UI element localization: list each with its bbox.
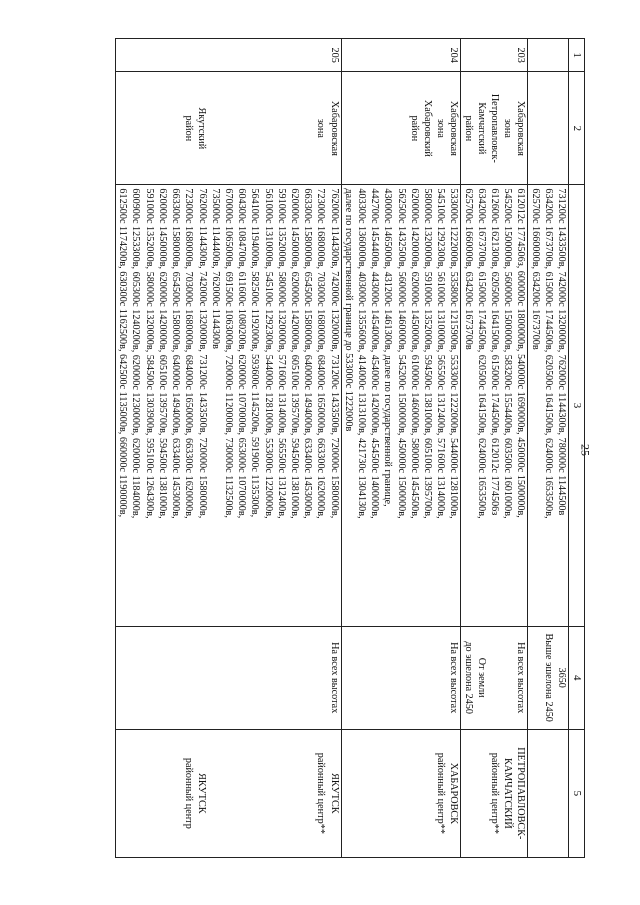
row-number: 204 <box>341 39 461 72</box>
coord-line: 762000с 1144300в, 742000с 1320000в, 731200с 1433500в, 720000с 1580000в, <box>328 188 340 519</box>
zone-cell <box>341 72 461 185</box>
coord-line: 580000с 1320000в, 591000с 1352000в, 594500с 1381000в, 605100с 1395700в, <box>421 188 433 519</box>
header-col-3: 3 <box>569 185 585 626</box>
zone-line: Хабаровская <box>448 100 460 156</box>
coord-line: 403300с 1360000в, 403000с 1355600в, 414000с 1313100в, 421730с 1304130в, <box>355 188 367 519</box>
coords-cell <box>116 185 341 626</box>
table-row-204 <box>341 39 461 858</box>
altitude-line: На всех высотах <box>328 642 340 714</box>
table-row-205 <box>116 39 341 858</box>
coord-line: 600900с 1253300в, 605300с 1240200в, 620000с 1230000в, 620000с 1184000в, <box>130 188 142 519</box>
coord-line: 723000с 1680000в, 703000с 1680000в, 684000с 1650000в, 663300с 1620000в, <box>183 188 195 519</box>
coord-line: 762000с 1144300в, 742000с 1320000в, 731200с 1433500в, 720000с 1580000в, <box>196 188 208 519</box>
altitude-line: На всех высотах <box>515 642 527 714</box>
coord-line: 625700с 1660000в, 634200с 1673700в <box>529 188 541 350</box>
center-cell <box>461 729 528 857</box>
coord-line: далее по государственной границе до 533000с 1222000в <box>342 188 354 432</box>
zone-line: зона <box>435 118 447 138</box>
zone-line: Якутский <box>196 107 208 150</box>
center-line: КАМЧАТСКИЙ <box>502 757 514 829</box>
row-number: 203 <box>461 39 528 72</box>
altitude-note: Выше эшелона 2450 <box>542 633 554 722</box>
altitude-line: до эшелона 2450 <box>462 641 474 715</box>
center-line: ПЕТРОПАВЛОВСК- <box>515 747 527 840</box>
center-line: ЯКУТСК <box>328 773 340 814</box>
header-col-5: 5 <box>569 729 585 857</box>
coord-line: 564100с 1194000в, 582500с 1192000в, 593600с 1145200в, 591900с 1135300в, <box>249 188 261 518</box>
center-cell <box>341 729 461 857</box>
coord-line: 545200с 1500000в, 560000с 1500000в, 583200с 1554400в, 603500с 1601000в, <box>502 188 514 519</box>
coord-line: 663300с 1580000в, 654500с 1580000в, 640000с 1494000в, 633400с 1453000в, <box>170 188 182 519</box>
coord-line: 620000с 1420000в, 620000с 1450000в, 610000с 1460000в, 580000с 1454500в, <box>408 188 420 519</box>
center-line: районный центр** <box>435 752 447 834</box>
zone-line: Петропавловск- <box>488 93 500 163</box>
coord-line: 670000с 1065000в, 691500с 1063000в, 720000с 1120000в, 730000с 1132500в, <box>222 188 234 518</box>
coord-line: 723000с 1680000в, 703000с 1680000в, 684000с 1650000в, 663300с 1620000в, <box>315 188 327 519</box>
coord-line: 612012с 1774506з, 600000с 1800000в, 540000с 1690000в, 450000с 1500000в, <box>515 188 527 518</box>
center-line: районный центр <box>182 757 194 829</box>
center-line: районный центр** <box>315 752 327 834</box>
zone-line: район <box>462 115 474 142</box>
coord-line: 591000с 1352000в, 580000с 1320000в, 571600с 1314000в, 565500с 1312400в, <box>275 188 287 519</box>
center-line: районный центр** <box>488 752 500 834</box>
coord-line: 634200с 1673700в, 615000с 1744500в, 620500с 1641500в, 624000с 1653500в, <box>475 188 487 519</box>
coord-line: 442700с 1454400в, 443000с 1454000в, 454000с 1420000в, 454500с 1400000в, <box>369 188 381 519</box>
altitude-cell <box>341 626 461 729</box>
coord-line: 612600с 1621300в, 620500с 1641500в, 615000с 1744500в, 612012с 1774506з <box>488 188 500 516</box>
zone-line: Хабаровская <box>328 100 340 156</box>
coord-line: 735000с 1144400в, 762000с 1144300в <box>209 188 221 349</box>
zone-line: Хабаровская <box>515 100 527 156</box>
coord-line: 663300с 1580000в, 654500с 1580000в, 640000с 1494000в, 633400с 1453000в, <box>302 188 314 519</box>
altitude-cell <box>528 626 569 729</box>
row-number: 205 <box>116 39 341 72</box>
coord-line: 604300с 1084700в, 611600с 1080200в, 620000с 1070000в, 653000с 1070000в, <box>236 188 248 519</box>
coord-line: 620000с 1450000в, 620000с 1420000в, 605100с 1395700в, 594500с 1381000в, <box>156 188 168 519</box>
coords-cell <box>461 185 528 626</box>
zone-line: район <box>408 115 420 142</box>
coord-line: 612500с 1174200в, 630300с 1162500в, 642500с 1135000в, 660000с 1190000в, <box>117 188 129 518</box>
zone-line: район <box>182 115 194 142</box>
zone-line: зона <box>502 118 514 138</box>
altitude-cell <box>461 626 528 729</box>
altitude-cell <box>116 626 341 729</box>
coords-cell <box>341 185 461 626</box>
coord-line: 731200с 1433500в, 742000с 1320000в, 762000с 1144300в, 780000с 1144500в <box>556 188 567 516</box>
header-col-1: 1 <box>569 39 585 72</box>
center-cell <box>116 729 341 857</box>
center-line: ХАБАРОВСК <box>448 762 460 825</box>
header-col-4: 4 <box>569 626 585 729</box>
zone-line: Камчатский <box>475 102 487 155</box>
coord-line: 561000с 1310000в, 545100с 1292300в, 544000с 1281000в, 553000с 1220000в, <box>262 188 274 519</box>
coord-line: 620000с 1450000в, 620000с 1420000в, 605100с 1395700в, 594500с 1381000в, <box>288 188 300 519</box>
page-number: 25 <box>578 444 593 456</box>
table-row-203 <box>461 39 528 858</box>
continuation-row <box>528 39 569 858</box>
zone-cell <box>116 72 341 185</box>
coord-line: 634200с 1673700в, 615000с 1744500в, 620500с 1641500в, 624000с 1653500в, <box>542 188 554 519</box>
coord-line: 562500с 1432500в, 560000с 1460000в, 545200с 1500000в, 450000с 1500000в, <box>395 188 407 519</box>
altitude-line: На всех высотах <box>448 642 460 714</box>
rotated-table-container <box>40 38 585 858</box>
zone-line: зона <box>315 118 327 138</box>
airspace-table <box>115 38 585 858</box>
coord-line: 625700с 1660000в, 634200с 1673700в <box>462 188 474 350</box>
zone-cell <box>461 72 528 185</box>
coord-line: 545100с 1292300в, 561000с 1310000в, 565500с 1312400в, 571600с 1314000в, <box>435 188 447 519</box>
center-line: ЯКУТСК <box>196 773 208 814</box>
header-row <box>569 39 585 858</box>
zone-line: Хабаровский <box>421 99 433 157</box>
coord-line: 591000с 1352000в, 580000с 1320000в, 584500с 1303900в, 595100с 1264300в, <box>143 188 155 519</box>
continuation-coords <box>528 185 569 626</box>
coord-line: 430000с 1465000в, 431200с 1461300в, далее по государственной границе, <box>382 188 394 507</box>
altitude-3650: 3650 <box>556 667 567 688</box>
header-col-2: 2 <box>569 72 585 185</box>
altitude-line: От земли <box>475 657 487 698</box>
coord-line: 533000с 1222000в, 535800с 1215900в, 553300с 1222000в, 544000с 1281000в, <box>448 188 460 519</box>
